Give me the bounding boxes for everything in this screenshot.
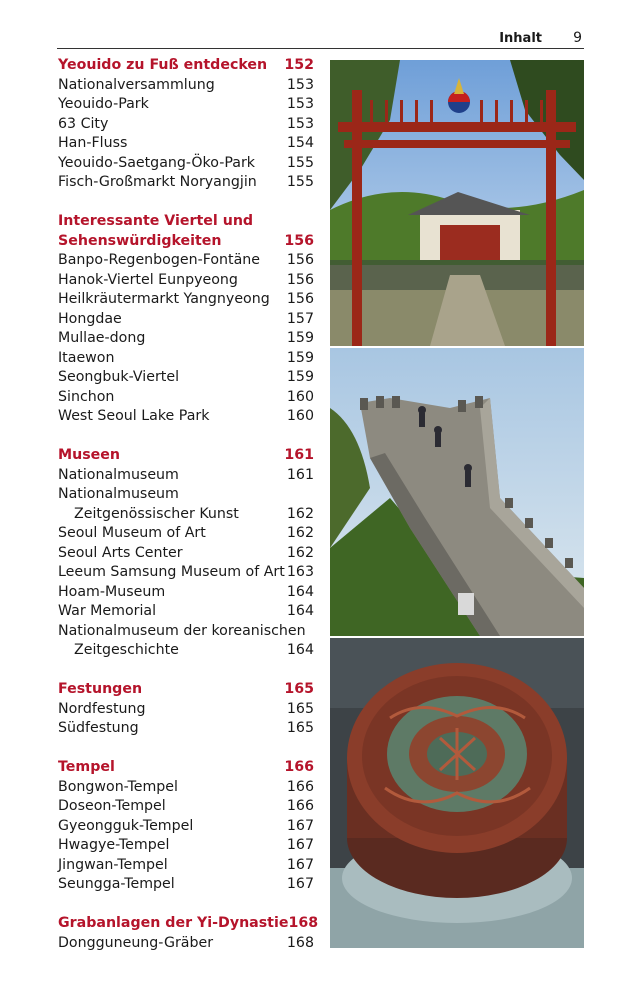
toc-entry-title: Mullae-dong — [58, 330, 146, 346]
toc-entry-page: 157 — [286, 310, 314, 327]
toc-entry-title: Seoul Museum of Art — [58, 525, 206, 541]
toc-entry-page: 155 — [286, 154, 314, 171]
toc-entry-title: Sinchon — [58, 388, 115, 405]
toc-entry-page: 165 — [286, 720, 314, 736]
toc-entry — [58, 173, 314, 193]
toc-entry — [58, 524, 314, 544]
toc-entry — [58, 115, 314, 135]
toc-entry-page: 155 — [286, 174, 314, 190]
toc-entry-title: Dongguneung-Gräber — [58, 934, 214, 951]
toc-entry-title: Nationalmuseum der koreanischen — [58, 622, 306, 639]
toc-entry — [58, 856, 314, 876]
toc-entry — [58, 544, 314, 564]
toc-entry — [58, 251, 314, 271]
toc-entry-title: Banpo-Regenbogen-Fontäne — [58, 252, 260, 268]
toc-entry-page: 162 — [286, 525, 314, 541]
section-heading-text: Grabanlagen der Yi-Dynastie — [58, 915, 289, 931]
toc-entry — [58, 797, 314, 817]
toc-entry-title: Heilkräutermarkt Yangnyeong — [58, 291, 270, 307]
toc-entry-title: West Seoul Lake Park — [58, 408, 210, 424]
toc-entry-page: 153 — [286, 76, 314, 93]
toc-entry-title: Hongdae — [58, 310, 122, 327]
running-header — [57, 28, 584, 49]
toc-entry-page: 162 — [286, 544, 314, 561]
toc-entry — [58, 95, 314, 115]
toc-entry-page: 164 — [286, 603, 314, 619]
section-heading-page: 156 — [284, 232, 314, 249]
toc-entry-title: Bongwon-Tempel — [58, 778, 178, 795]
section-heading — [58, 56, 314, 76]
section-heading-page: 168 — [288, 915, 319, 931]
toc-entry-page: 166 — [286, 778, 314, 795]
toc-entry-title: Doseon-Tempel — [58, 798, 166, 814]
section-heading-text: Tempel — [58, 759, 115, 775]
section-heading-page: 161 — [284, 447, 314, 463]
toc-entry — [58, 134, 314, 154]
section-spacer — [58, 427, 314, 447]
toc-entry-title: Yeouido-Park — [58, 96, 149, 112]
toc-entry-title: Seoul Arts Center — [58, 544, 183, 561]
toc-entry — [58, 466, 314, 486]
section-spacer — [58, 895, 314, 915]
toc-entry-title: Nationalversammlung — [58, 76, 215, 93]
toc-entry — [58, 76, 314, 96]
toc-entry-page: 156 — [286, 271, 314, 288]
section-heading — [58, 758, 314, 778]
table-of-contents — [58, 56, 319, 953]
toc-entry-title: War Memorial — [58, 603, 157, 619]
toc-entry — [58, 310, 314, 330]
section-heading-text: Museen — [58, 447, 121, 463]
toc-entry — [58, 485, 314, 505]
toc-entry-page: 159 — [286, 330, 314, 346]
toc-entry — [58, 641, 314, 661]
toc-entry-title: Nordfestung — [58, 700, 146, 717]
toc-entry-title: Hoam-Museum — [58, 583, 166, 600]
toc-entry-title: Itaewon — [58, 349, 115, 366]
toc-entry — [58, 875, 314, 895]
toc-entry-title: Fisch-Großmarkt Noryangjin — [58, 174, 257, 190]
toc-entry — [58, 388, 314, 408]
toc-entry — [58, 368, 314, 388]
photo-tomb-gate — [330, 60, 584, 346]
toc-entry — [58, 349, 314, 369]
section-heading-text: Interessante Viertel und — [58, 213, 254, 229]
section-heading — [58, 914, 319, 934]
toc-entry — [58, 934, 314, 954]
toc-entry-page: 162 — [286, 505, 314, 522]
toc-entry-title: Hwagye-Tempel — [58, 837, 170, 853]
section-spacer — [58, 661, 314, 681]
toc-entry-page: 167 — [286, 856, 314, 873]
toc-entry-page: 164 — [286, 642, 314, 658]
photo-lacquer-box — [330, 638, 584, 948]
toc-entry-title: 63 City — [58, 115, 109, 132]
toc-entry-page: 159 — [286, 369, 314, 385]
toc-entry-page: 167 — [286, 837, 314, 853]
toc-entry-title: Nationalmuseum — [58, 466, 179, 483]
toc-entry-page: 153 — [286, 115, 314, 132]
toc-entry-page: 154 — [286, 135, 314, 151]
toc-entry-title: Seongbuk-Viertel — [58, 369, 180, 385]
toc-entry-title: Zeitgenössischer Kunst — [74, 505, 239, 522]
toc-entry-page: 161 — [286, 466, 314, 483]
toc-entry-title: Nationalmuseum — [58, 486, 179, 502]
toc-entry-page: 168 — [286, 934, 314, 951]
page-number: 9 — [573, 30, 582, 46]
photo-fortress-wall — [330, 348, 584, 636]
toc-entry-title: Südfestung — [58, 720, 139, 736]
toc-entry-title: Yeouido-Saetgang-Öko-Park — [58, 154, 255, 171]
toc-entry — [58, 700, 314, 720]
section-spacer — [58, 739, 314, 759]
section-spacer — [58, 193, 314, 213]
toc-entry — [58, 271, 314, 291]
toc-entry-page: 156 — [286, 252, 314, 268]
section-heading-page: 166 — [284, 759, 314, 775]
toc-entry — [58, 622, 314, 642]
toc-entry — [58, 602, 314, 622]
toc-entry — [58, 407, 314, 427]
toc-entry-page: 156 — [286, 291, 314, 307]
section-heading — [58, 446, 314, 466]
toc-entry-title: Jingwan-Tempel — [58, 856, 168, 873]
toc-entry — [58, 583, 314, 603]
section-heading-text: Yeouido zu Fuß entdecken — [58, 57, 268, 73]
section-heading-text: Sehenswürdigkeiten — [58, 232, 222, 249]
section-heading-page: 152 — [284, 57, 314, 73]
toc-entry-page: 159 — [286, 349, 314, 366]
toc-entry — [58, 329, 314, 349]
section-heading — [58, 212, 314, 232]
toc-entry-page: 167 — [286, 817, 314, 834]
toc-entry-title: Gyeongguk-Tempel — [58, 817, 194, 834]
toc-entry — [58, 505, 314, 525]
toc-entry — [58, 719, 314, 739]
toc-entry — [58, 290, 314, 310]
toc-entry-title: Hanok-Viertel Eunpyeong — [58, 271, 238, 288]
section-heading-page: 165 — [284, 681, 314, 697]
toc-entry-page: 164 — [286, 583, 314, 600]
section-heading-text: Festungen — [58, 681, 143, 697]
toc-entry-page: 163 — [286, 564, 314, 580]
header-title: Inhalt — [499, 31, 542, 46]
toc-entry — [58, 154, 314, 174]
toc-entry-page: 167 — [286, 876, 314, 892]
toc-entry — [58, 778, 314, 798]
toc-entry-title: Zeitgeschichte — [74, 642, 179, 658]
toc-entry-page: 160 — [286, 408, 314, 424]
section-heading — [58, 232, 314, 252]
toc-entry — [58, 563, 314, 583]
toc-entry-page: 160 — [286, 388, 314, 405]
toc-entry-page: 166 — [286, 798, 314, 814]
toc-entry-title: Leeum Samsung Museum of Art — [58, 564, 285, 580]
toc-entry-title: Han-Fluss — [58, 135, 128, 151]
toc-entry-page: 165 — [286, 700, 314, 717]
toc-entry-page: 153 — [286, 96, 314, 112]
toc-entry — [58, 817, 314, 837]
section-heading — [58, 680, 314, 700]
toc-entry-title: Seungga-Tempel — [58, 876, 175, 892]
toc-entry — [58, 836, 314, 856]
